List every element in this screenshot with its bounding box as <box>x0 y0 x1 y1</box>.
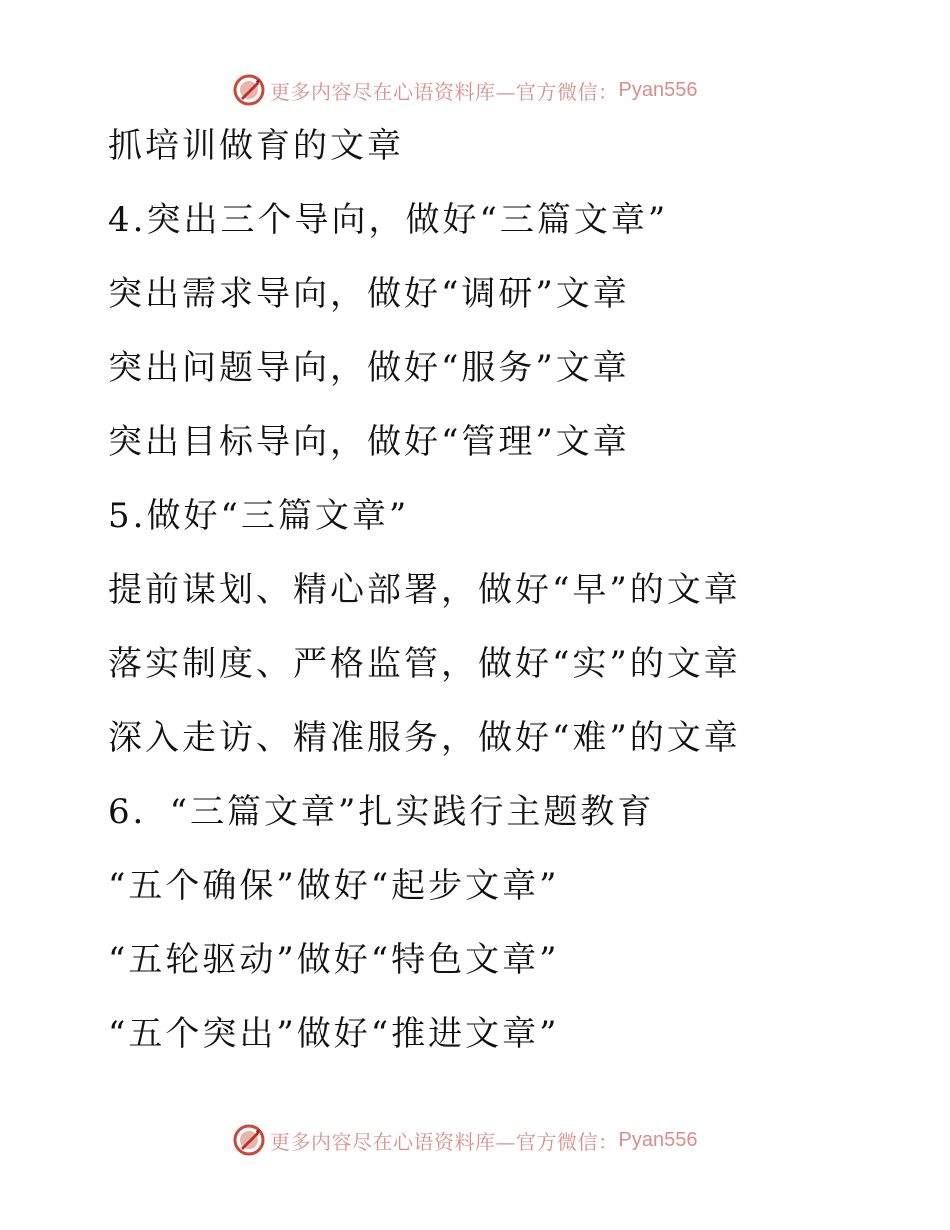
logo-icon <box>232 73 266 107</box>
watermark-wechat-id: Pyan556 <box>618 1128 698 1151</box>
document-body <box>108 120 908 1082</box>
text-line: 落实制度、严格监管，做好“实”的文章 <box>108 644 741 684</box>
text-line: 突出需求导向，做好“调研”文章 <box>108 274 630 314</box>
watermark-wechat-id: Pyan556 <box>618 78 698 101</box>
text-line: 深入走访、精准服务，做好“难”的文章 <box>108 718 741 758</box>
text-line: “五个突出”做好“推进文章” <box>108 1014 560 1054</box>
header-watermark <box>232 72 697 108</box>
text-line: “五轮驱动”做好“特色文章” <box>108 940 560 980</box>
text-line: 突出目标导向，做好“管理”文章 <box>108 422 630 462</box>
logo-icon <box>232 1123 266 1157</box>
text-line: 提前谋划、精心部署，做好“早”的文章 <box>108 570 741 610</box>
text-line: “五个确保”做好“起步文章” <box>108 866 560 906</box>
section-heading: 6．“三篇文章”扎实践行主题教育 <box>108 792 655 832</box>
text-line: 突出问题导向，做好“服务”文章 <box>108 348 630 388</box>
section-heading: 4.突出三个导向，做好“三篇文章” <box>108 200 669 240</box>
footer-watermark <box>232 1122 697 1158</box>
watermark-text: 更多内容尽在心语资料库—官方微信： <box>270 79 619 104</box>
watermark-text: 更多内容尽在心语资料库—官方微信： <box>270 1129 619 1154</box>
text-line: 抓培训做育的文章 <box>108 126 404 166</box>
section-heading: 5.做好“三篇文章” <box>108 496 410 536</box>
